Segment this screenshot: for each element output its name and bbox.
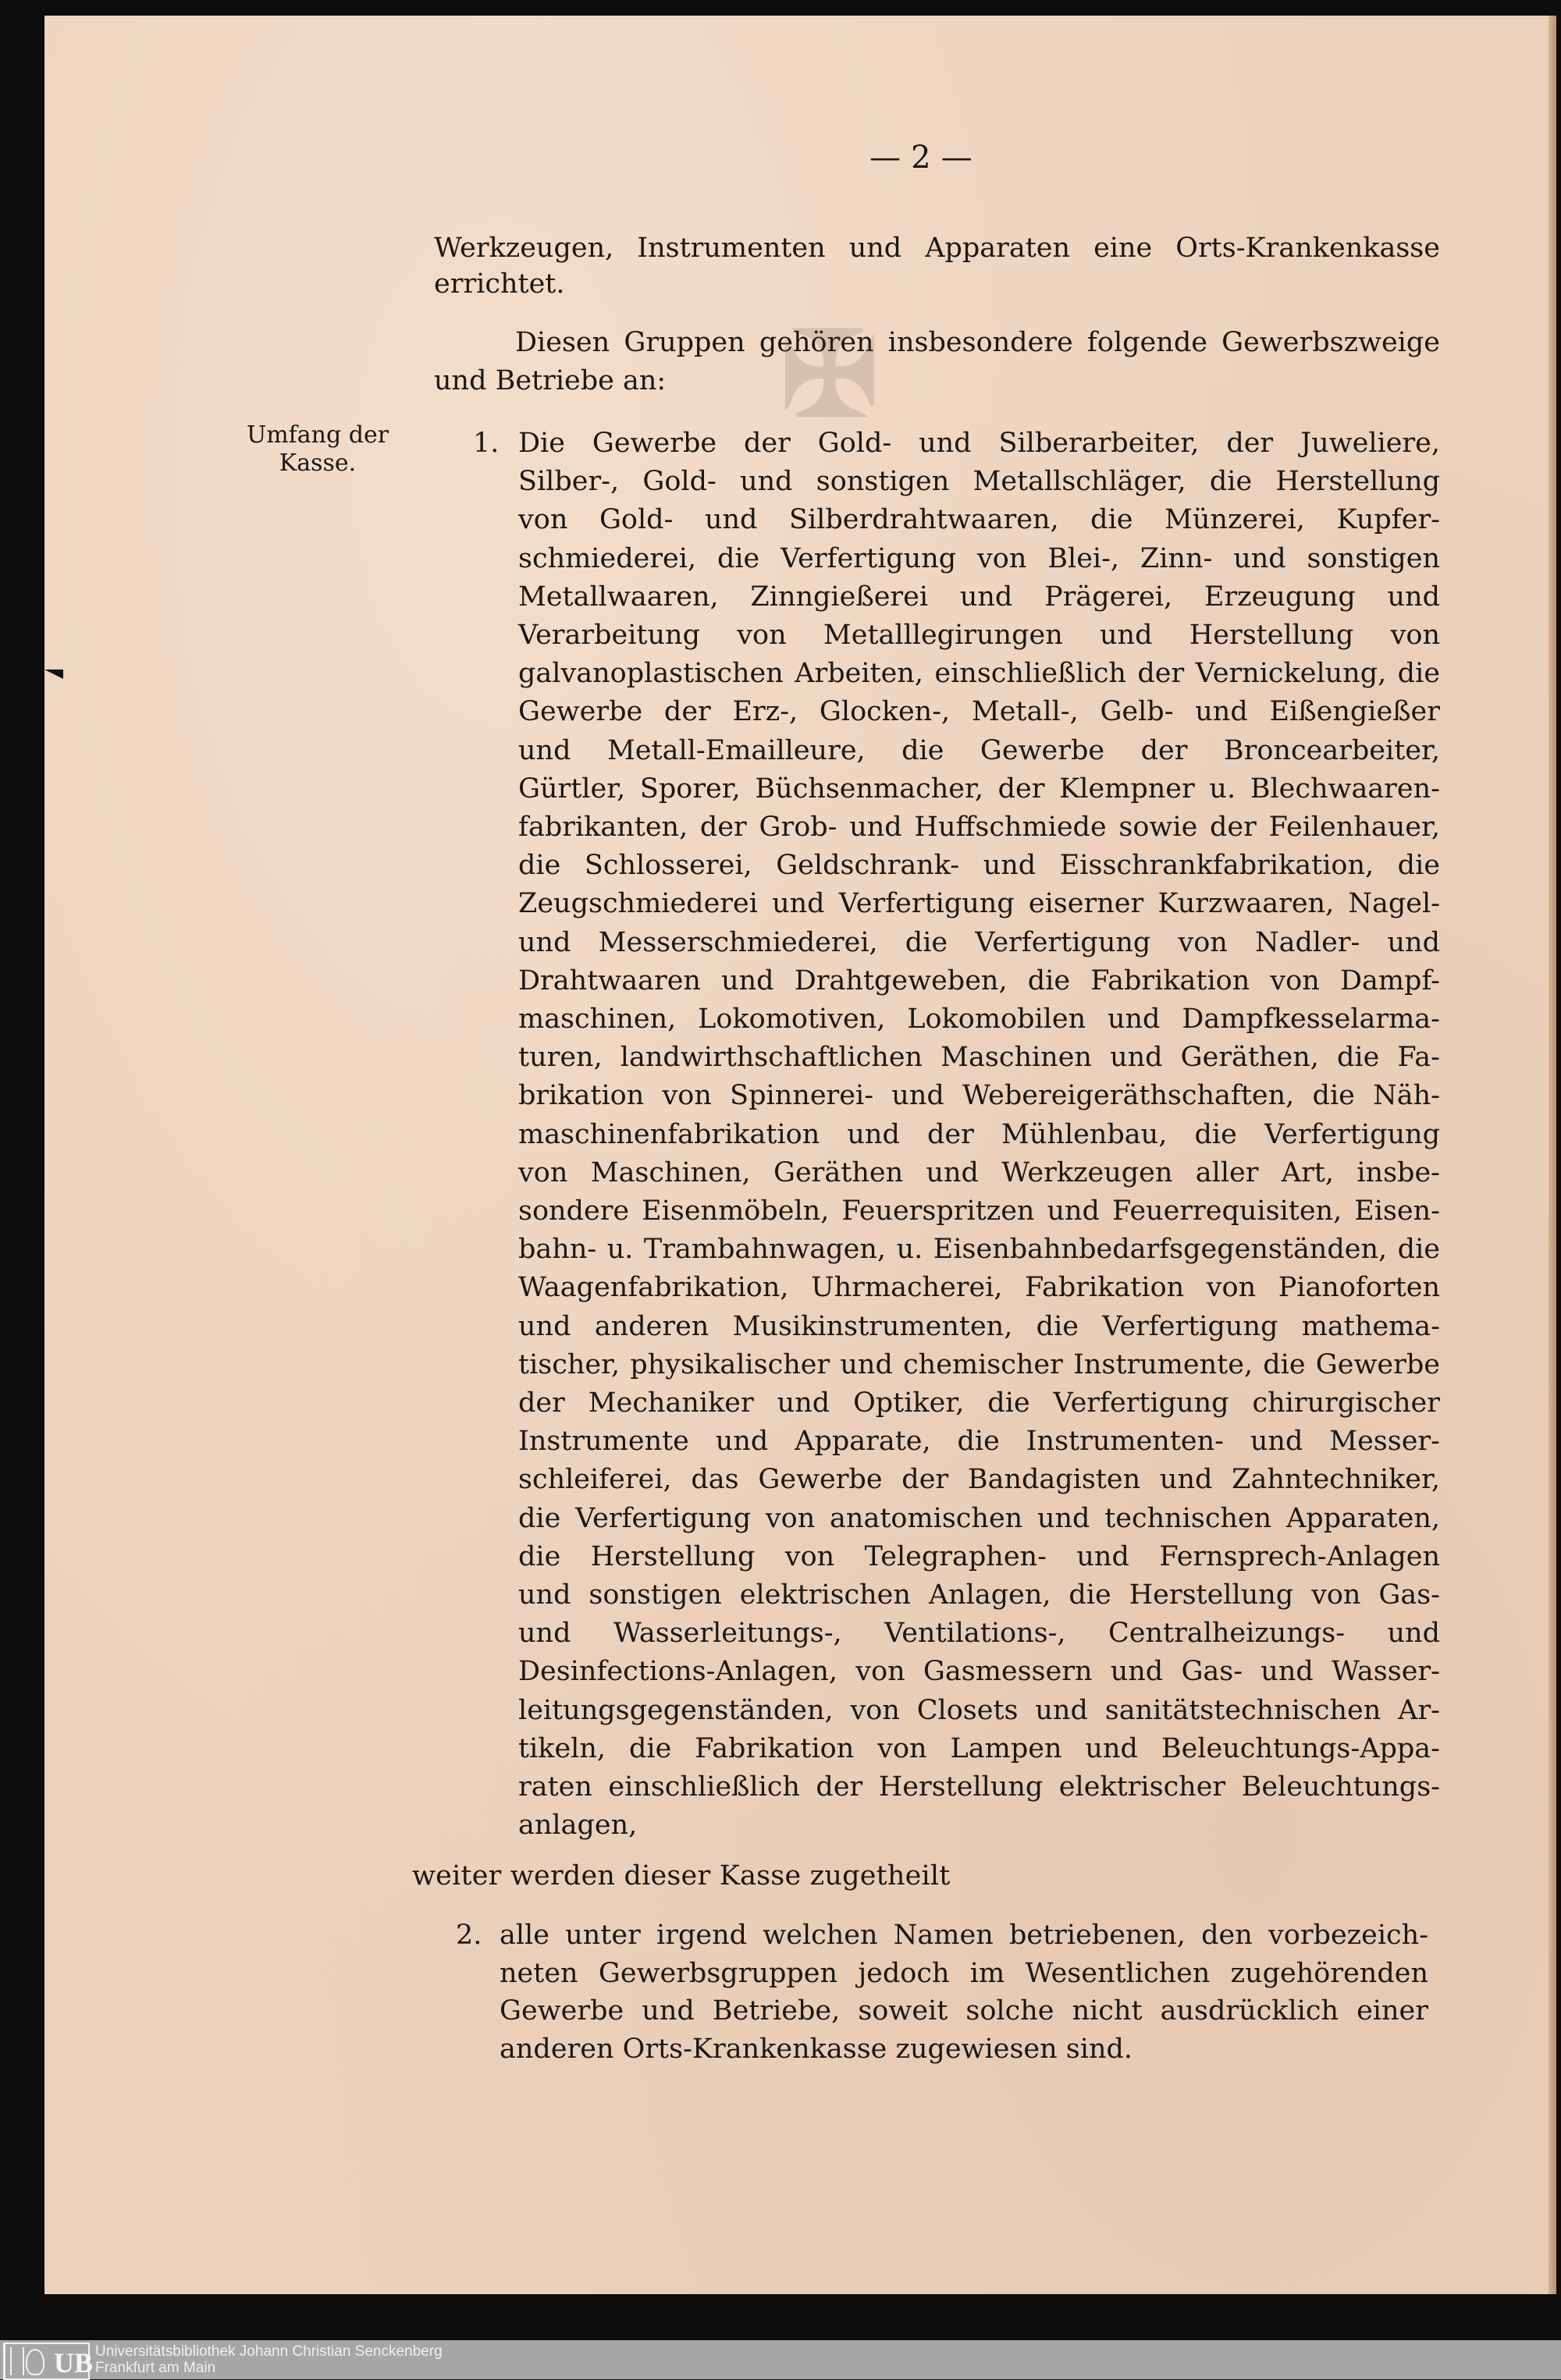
- footer-line-2: Frankfurt am Main: [95, 2360, 216, 2376]
- text-line: brikation von Spinnerei- und Webereigeräthschaften, die Näh-: [518, 1080, 1440, 1112]
- text-line: Drahtwaaren und Drahtgeweben, die Fabrikation von Dampf-: [518, 964, 1440, 996]
- text-line: alle unter irgend welchen Namen betriebenen, den vorbezeich-: [500, 1920, 1428, 1951]
- page-number: — 2 —: [869, 140, 973, 176]
- text-line: leitungsgegenständen, von Closets und sanitätstechnischen Ar-: [518, 1694, 1440, 1726]
- text-line: Gürtler, Sporer, Büchsenmacher, der Klempner u. Blechwaaren-: [518, 773, 1440, 805]
- text-line: fabrikanten, der Grob- und Huffschmiede sowie der Feilenhauer,: [518, 812, 1440, 843]
- text-line: Werkzeugen, Instrumenten und Apparaten eine Orts-Krankenkasse: [434, 233, 1440, 264]
- logo-ub-text: UB: [54, 2347, 94, 2378]
- text-line: Waagenfabrikation, Uhrmacherei, Fabrikation von Pianoforten: [518, 1272, 1440, 1304]
- text-line: die Verfertigung von anatomischen und technischen Apparaten,: [518, 1502, 1440, 1534]
- item-1-number: 1.: [473, 428, 500, 459]
- footer-institution: [95, 2343, 443, 2376]
- margin-note-line: Kasse.: [279, 449, 357, 477]
- text-line: maschinenfabrikation und der Mühlenbau, die Verfertigung: [518, 1118, 1440, 1150]
- logo-portrait-icon: [26, 2349, 44, 2375]
- ub-logo: [3, 2343, 94, 2380]
- text-line: maschinen, Lokomotiven, Lokomobilen und Dampfkesselarma-: [518, 1004, 1440, 1035]
- text-line: galvanoplastischen Arbeiten, einschließlich der Vernickelung, die: [518, 658, 1440, 690]
- text-line: Silber-, Gold- und sonstigen Metallschläger, die Herstellung: [518, 466, 1440, 498]
- text-line: von Maschinen, Geräthen und Werkzeugen aller Art, insbe-: [518, 1156, 1440, 1188]
- paper-edge-shadow: [1549, 16, 1556, 2294]
- text-line: Zeugschmiederei und Verfertigung eiserner Kurzwaaren, Nagel-: [518, 888, 1440, 920]
- text-line: schleiferei, das Gewerbe der Bandagisten und Zahntechniker,: [518, 1464, 1440, 1496]
- bleed-through-stamp: ✠: [780, 306, 879, 443]
- text-line: Metallwaaren, Zinngießerei und Prägerei, Erzeugung und: [518, 581, 1440, 613]
- text-line: von Gold- und Silberdrahtwaaren, die Münzerei, Kupfer-: [518, 504, 1440, 536]
- footer-line-1: Universitätsbibliothek Johann Christian Senckenberg: [95, 2343, 443, 2360]
- paper-notch-mark: [44, 670, 63, 679]
- text-line: Diesen Gruppen gehören insbesondere folgende Gewerbszweige: [515, 327, 1440, 358]
- text-line: und Metall-Emailleure, die Gewerbe der Broncearbeiter,: [518, 734, 1440, 766]
- library-footer-bar: [0, 2340, 1561, 2379]
- text-line: die Schlosserei, Geldschrank- und Eisschrankfabrikation, die: [518, 850, 1440, 882]
- text-line: anderen Orts-Krankenkasse zugewiesen sind.: [500, 2033, 1133, 2065]
- text-line: sondere Eisenmöbeln, Feuerspritzen und Feuerrequisiten, Eisen-: [518, 1195, 1440, 1227]
- text-line: raten einschließlich der Herstellung elektrischer Beleuchtungs-: [518, 1771, 1440, 1803]
- transition-line: weiter werden dieser Kasse zugetheilt: [412, 1860, 951, 1892]
- text-line: errichtet.: [434, 268, 565, 300]
- text-line: Desinfections-Anlagen, von Gasmessern und Gas- und Wasser-: [518, 1656, 1440, 1688]
- text-line: tikeln, die Fabrikation von Lampen und Beleuchtungs-Appa-: [518, 1732, 1440, 1764]
- item-2-number: 2.: [456, 1920, 482, 1951]
- text-line: und Wasserleitungs-, Ventilations-, Centralheizungs- und: [518, 1618, 1440, 1650]
- text-line: schmiederei, die Verfertigung von Blei-, Zinn- und sonstigen: [518, 542, 1440, 574]
- text-line: Die Gewerbe der Gold- und Silberarbeiter, der Juweliere,: [518, 428, 1440, 459]
- text-line: die Herstellung von Telegraphen- und Fernsprech-Anlagen: [518, 1540, 1440, 1572]
- text-line: neten Gewerbsgruppen jedoch im Wesentlichen zugehörenden: [500, 1957, 1428, 1989]
- text-line: und anderen Musikinstrumenten, die Verfertigung mathema-: [518, 1310, 1440, 1342]
- text-line: und sonstigen elektrischen Anlagen, die Herstellung von Gas-: [518, 1579, 1440, 1611]
- margin-note-line: Umfang der: [246, 421, 389, 449]
- text-line: und Messerschmiederei, die Verfertigung von Nadler- und: [518, 926, 1440, 958]
- text-line: Instrumente und Apparate, die Instrumenten- und Messer-: [518, 1426, 1440, 1458]
- text-line: Verarbeitung von Metalllegirungen und Herstellung von: [518, 620, 1440, 651]
- margin-note: [228, 421, 407, 478]
- logo-book-icon: [10, 2347, 24, 2375]
- text-line: Gewerbe und Betriebe, soweit solche nicht ausdrücklich einer: [500, 1995, 1428, 2027]
- text-line: Gewerbe der Erz-, Glocken-, Metall-, Gelb- und Eißengießer: [518, 696, 1440, 728]
- text-line: bahn- u. Trambahnwagen, u. Eisenbahnbedarfsgegenständen, die: [518, 1234, 1440, 1266]
- text-line: der Mechaniker und Optiker, die Verfertigung chirurgischer: [518, 1387, 1440, 1419]
- text-line: turen, landwirthschaftlichen Maschinen und Geräthen, die Fa-: [518, 1042, 1440, 1074]
- text-line: tischer, physikalischer und chemischer Instrumente, die Gewerbe: [518, 1348, 1440, 1380]
- text-line: und Betriebe an:: [434, 365, 667, 396]
- text-line: anlagen,: [518, 1810, 638, 1842]
